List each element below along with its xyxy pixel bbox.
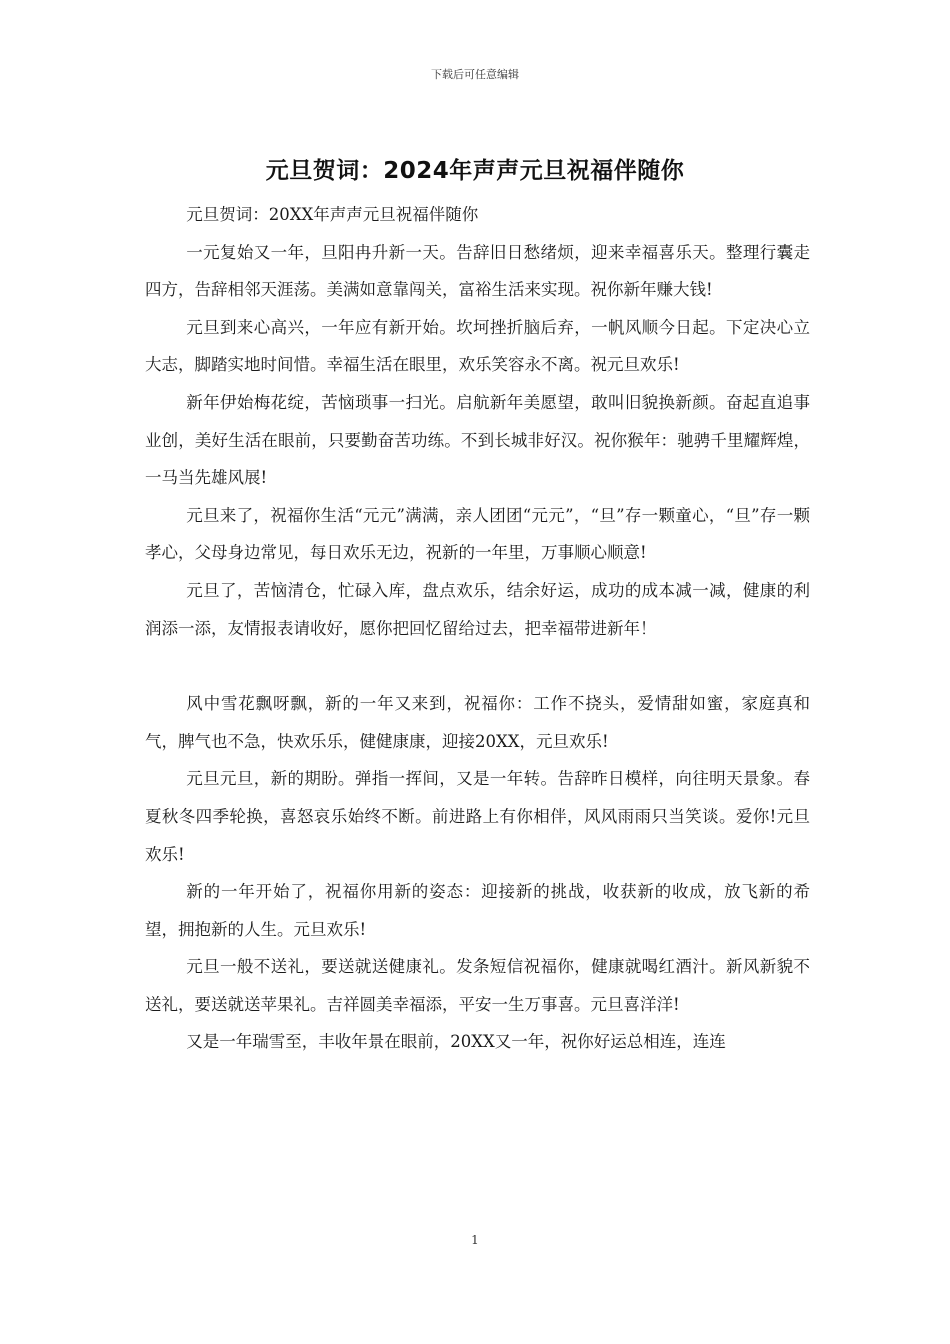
document-title: 元旦贺词：2024年声声元旦祝福伴随你 xyxy=(265,158,685,184)
paragraph: 元旦了，苦恼清仓，忙碌入库，盘点欢乐，结余好运，成功的成本减一减，健康的利润添一添，友情报表请收好，愿你把回忆留给过去，把幸福带进新年！ xyxy=(145,580,810,638)
paragraph: 一元复始又一年，旦阳冉升新一天。告辞旧日愁绪烦，迎来幸福喜乐天。整理行囊走四方，告辞相邻天涯荡。美满如意靠闯关，富裕生活来实现。祝你新年赚大钱! xyxy=(145,242,810,300)
paragraph: 元旦来了，祝福你生活“元元”满满，亲人团团“元元”，“旦”存一颗童心，“旦”存一颗孝心，父母身边常见，每日欢乐无边，祝新的一年里，万事顺心顺意! xyxy=(145,505,810,563)
paragraph: 新的一年开始了，祝福你用新的姿态：迎接新的挑战，收获新的收成，放飞新的希望，拥抱新的人生。元旦欢乐! xyxy=(145,882,810,939)
document-body xyxy=(145,196,810,1061)
paragraph: 元旦到来心高兴，一年应有新开始。坎坷挫折脑后弃，一帆风顺今日起。下定决心立大志，脚踏实地时间惜。幸福生活在眼里，欢乐笑容永不离。祝元旦欢乐! xyxy=(145,317,810,375)
paragraph: 元旦贺词：20XX年声声元旦祝福伴随你 xyxy=(186,205,479,224)
page-number: 1 xyxy=(471,1233,479,1247)
header-note: 下载后可任意编辑 xyxy=(431,68,519,81)
paragraph: 又是一年瑞雪至，丰收年景在眼前，20XX又一年，祝你好运总相连，连连 xyxy=(186,1032,726,1052)
paragraph: 元旦元旦，新的期盼。弹指一挥间，又是一年转。告辞昨日模样，向往明天景象。春夏秋冬四季轮换，喜怒哀乐始终不断。前进路上有你相伴，风风雨雨只当笑谈。爱你!元旦欢乐! xyxy=(145,769,810,864)
paragraph: 新年伊始梅花绽，苦恼琐事一扫光。启航新年美愿望，敢叫旧貌换新颜。奋起直追事业创，美好生活在眼前，只要勤奋苦功练。不到长城非好汉。祝你猴年：驰骋千里耀辉煌，一马当先雄风展! xyxy=(145,392,810,488)
paragraph: 元旦一般不送礼，要送就送健康礼。发条短信祝福你，健康就喝红酒汁。新风新貌不送礼，要送就送苹果礼。吉祥圆美幸福添，平安一生万事喜。元旦喜洋洋! xyxy=(145,957,810,1014)
paragraph: 风中雪花飘呀飘，新的一年又来到，祝福你：工作不挠头，爱情甜如蜜，家庭真和气，脾气也不急，快欢乐乐，健健康康，迎接20XX，元旦欢乐! xyxy=(145,694,810,751)
